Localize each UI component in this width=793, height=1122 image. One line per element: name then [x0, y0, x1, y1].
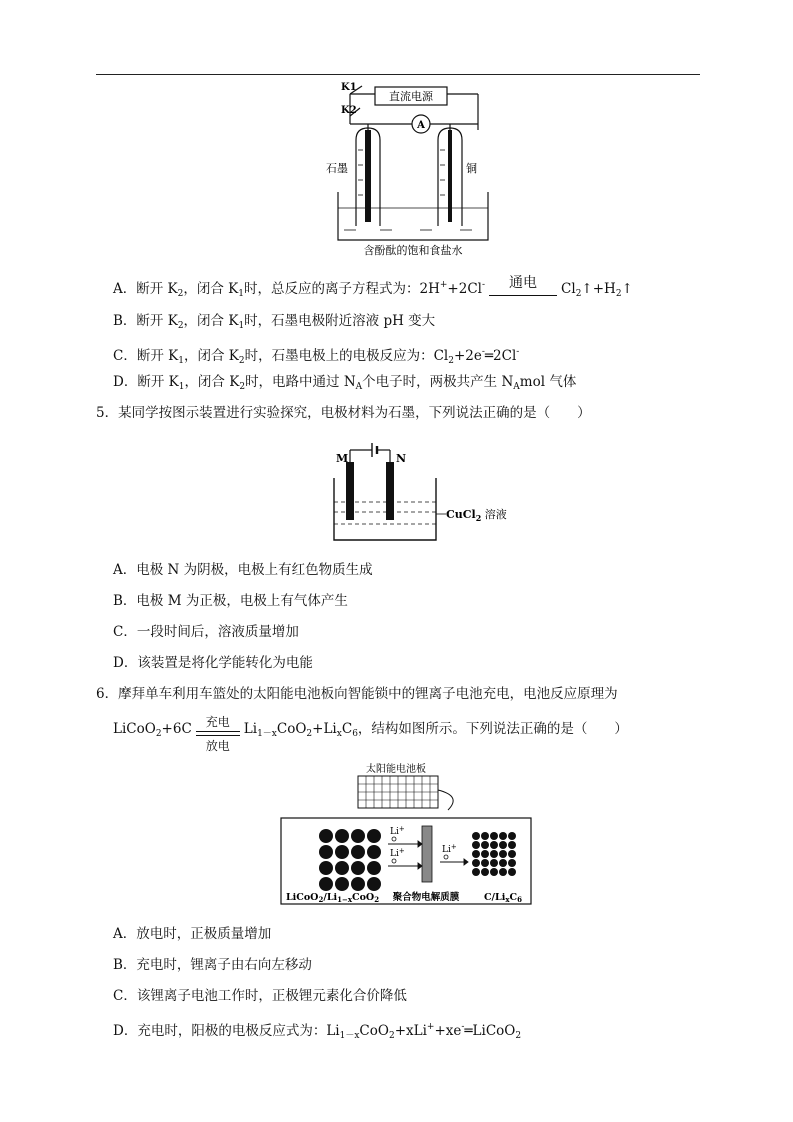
text: +2e [453, 348, 482, 364]
q6-option-d[interactable] [113, 1018, 521, 1045]
text: +xe [434, 1023, 462, 1039]
sup: + [398, 847, 405, 855]
text: B．断开 K [113, 313, 178, 329]
sup: + [439, 280, 448, 290]
text: ，结构如图所示。下列说法正确的是（ ） [357, 721, 628, 737]
text: Li [390, 827, 399, 837]
membrane-label: 聚合物电解质膜 [392, 892, 460, 903]
q4-option-b[interactable] [113, 312, 435, 335]
electrolysis-figure [320, 80, 500, 260]
text: Li [243, 721, 258, 737]
text: +6C [161, 721, 192, 737]
q6-option-c[interactable]: C．该锂离子电池工作时，正极锂元素化合价降低 [113, 988, 407, 1004]
anode-label [484, 892, 522, 904]
text: 时，电路中通过 N [245, 374, 356, 390]
sup: - [481, 347, 485, 357]
sub: 1 [238, 289, 244, 299]
text: 个电子时，两极共产生 N [362, 374, 514, 390]
sub: 2 [448, 356, 454, 366]
figure-caption: 含酚酞的饱和食盐水 [363, 244, 463, 257]
sub: 1 [178, 382, 185, 392]
text: LiCoO [113, 721, 156, 737]
text: CoO [359, 1023, 389, 1039]
sub: 2 [177, 321, 184, 331]
sub: 2 [177, 289, 184, 299]
text: ，闭合 K [184, 374, 240, 390]
sub: 2 [515, 1031, 522, 1041]
sub: 2 [306, 729, 313, 739]
sub: 2 [318, 895, 324, 904]
sub: A [513, 382, 520, 392]
sub: 2 [374, 895, 380, 904]
text: C．断开 K [113, 348, 179, 364]
solution-label [446, 507, 507, 523]
q5-option-d[interactable]: D．该装置是将化学能转化为电能 [113, 655, 313, 671]
sub: 1－x [257, 729, 277, 739]
cathode-label [286, 892, 379, 904]
q6-option-b[interactable]: B．充电时，锂离子由右向左移动 [113, 957, 312, 973]
text: ═2Cl [484, 348, 517, 364]
text: ，闭合 K [183, 348, 239, 364]
membrane [422, 826, 432, 882]
condition-arrow [485, 275, 561, 303]
q4-option-a[interactable] [113, 276, 633, 303]
sub: 2 [155, 729, 162, 739]
sub: x [505, 895, 510, 904]
ammeter-label: A [417, 120, 425, 131]
k1-label: K1 [341, 82, 357, 93]
sub: 2 [575, 289, 582, 299]
header-rule [96, 74, 700, 75]
electrode-n [386, 462, 394, 520]
m-label: M [336, 452, 349, 465]
solar-panel-icon [358, 776, 438, 808]
text: CoO [276, 721, 307, 737]
text: ═LiCoO [464, 1023, 516, 1039]
copper-electrode [448, 130, 452, 222]
text: 时，总反应的离子方程式为：2H [244, 281, 440, 297]
text: ↑+H [581, 281, 616, 297]
sub: A [355, 382, 363, 392]
text: Cl [561, 281, 576, 297]
q5-option-c[interactable]: C．一段时间后，溶液质量增加 [113, 624, 299, 640]
sup: + [450, 843, 457, 851]
graphite-label: 石墨 [326, 162, 348, 175]
lithium-battery-figure [280, 760, 532, 908]
sub: 2 [239, 382, 246, 392]
text: +Li [312, 721, 337, 737]
sub: 2 [238, 356, 245, 366]
text: ，闭合 K [183, 313, 239, 329]
text: C [341, 721, 353, 737]
sub: 1－x [339, 1031, 360, 1041]
q5-stem: 5．某同学按图示装置进行实验探究，电极材料为石墨，下列说法正确的是（ ） [96, 405, 591, 421]
text: A．断开 K [113, 281, 178, 297]
q5-option-a[interactable]: A．电极 N 为阴极，电极上有红色物质生成 [113, 562, 373, 578]
discharge-label: 放电 [205, 739, 230, 753]
text: C/Li [484, 892, 506, 903]
text: +xLi [394, 1023, 427, 1039]
sub: 1 [238, 321, 245, 331]
text: Li [442, 845, 451, 855]
cucl2-cell-figure [330, 440, 507, 546]
charge-label: 充电 [205, 715, 230, 729]
sup: - [481, 280, 486, 290]
q6-option-a[interactable]: A．放电时，正极质量增加 [113, 926, 272, 942]
text: /Li [323, 892, 338, 903]
text: C [509, 892, 518, 903]
sub: 2 [388, 1031, 395, 1041]
q6-equation-line [113, 715, 628, 753]
reversible-arrow [192, 715, 244, 753]
sup: - [461, 1022, 465, 1032]
sub: 1−x [337, 895, 353, 904]
text: mol 气体 [519, 374, 577, 390]
text: CoO [352, 892, 375, 903]
text: LiCoO [286, 892, 319, 903]
text: 时，石墨电极附近溶液 pH 变大 [244, 313, 436, 329]
sup: - [516, 347, 520, 357]
text: D．断开 K [113, 374, 179, 390]
q5-option-b[interactable]: B．电极 M 为正极，电极上有气体产生 [113, 593, 348, 609]
sup: + [398, 825, 405, 833]
sub: 2 [615, 289, 622, 299]
text: +2Cl [447, 281, 482, 297]
sup: + [426, 1022, 435, 1032]
text: Li [390, 849, 399, 859]
q4-option-d[interactable] [113, 373, 576, 396]
sub: 6 [352, 729, 358, 739]
q4-option-c[interactable] [113, 343, 519, 370]
electrode-m [346, 462, 354, 520]
copper-label: 铜 [466, 162, 477, 175]
graphite-electrode [365, 130, 371, 222]
text: D．充电时，阳极的电极反应式为：Li [113, 1023, 340, 1039]
power-label: 直流电源 [389, 90, 433, 103]
sub: x [336, 729, 342, 739]
sub: 6 [517, 895, 522, 904]
sub: 2 [475, 513, 482, 523]
q6-stem: 6．摩拜单车利用车篮处的太阳能电池板向智能锁中的锂离子电池充电，电池反应原理为 [96, 686, 618, 702]
condition-label: 通电 [509, 275, 538, 291]
solar-panel-label: 太阳能电池板 [366, 764, 426, 775]
n-label: N [396, 452, 407, 465]
text: CuCl [446, 508, 476, 521]
anode-particles [472, 832, 516, 876]
k2-label: K2 [341, 105, 357, 116]
text: 溶液 [481, 508, 507, 521]
text: 时，石墨电极上的电极反应为：Cl [244, 348, 449, 364]
text: ，闭合 K [183, 281, 239, 297]
up-arrow-icon: ↑ [621, 281, 633, 297]
sub: 1 [178, 356, 184, 366]
